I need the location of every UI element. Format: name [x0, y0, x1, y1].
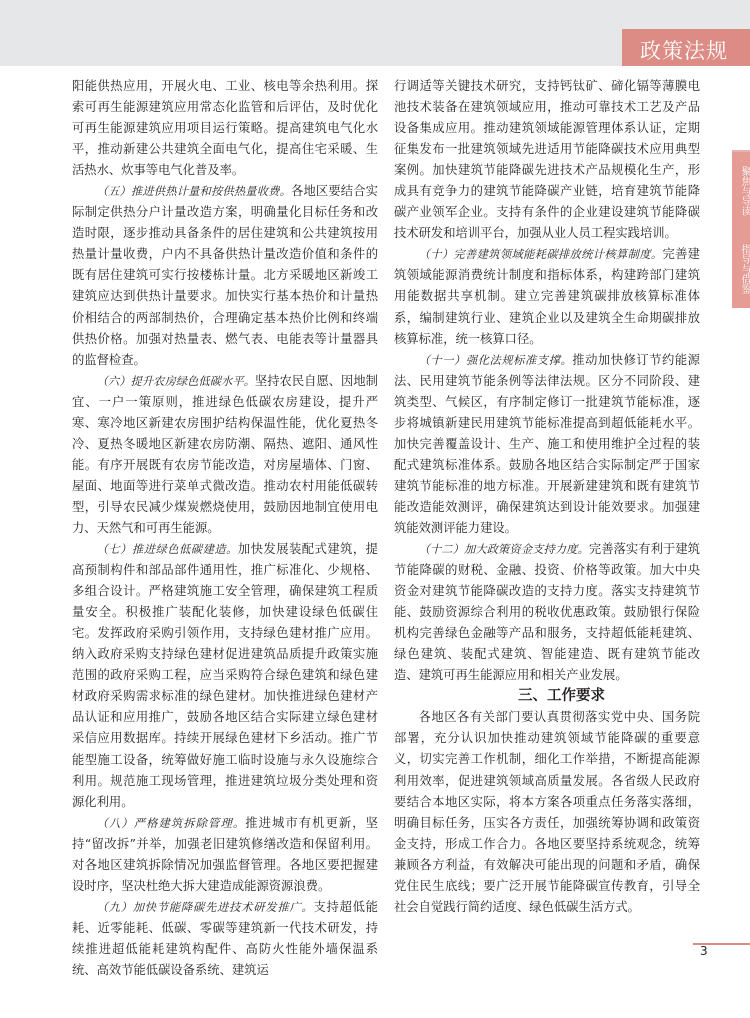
item-heading: （十一）强化法规标准支撑。 — [418, 353, 573, 367]
item-body: 坚持农民自愿、因地制宜、一户一策原则，推进绿色低碳农房建设，提升严寒、寒冷地区新建农房围护结构保温性能，优化夏热冬冷、夏热冬暖地区新建农房防潮、隔热、遮阳、通风性能。有序开展既有农房节能改造，对房屋墙体、门窗、屋面、地面等进行菜单式微改造。推动农村用能低碳转型，引导农民减少煤炭燃烧使用，鼓励因地制宜使用电力、天然气和可再生能源。 — [72, 373, 378, 535]
item-body: 完善建筑领域能源消费统计制度和指标体系，构建跨部门建筑用能数据共享机制。建立完善建筑碳排放核算标准体系，编制建筑行业、建筑企业以及建筑全生命期碳排放核算标准，统一核算口径。 — [394, 247, 700, 346]
paragraph — [72, 813, 378, 897]
right-column — [394, 76, 700, 918]
item-heading: （八）严格建筑拆除管理。 — [96, 816, 246, 830]
side-tab-guidance: 指导与借鉴 — [732, 230, 750, 308]
item-body: 各地区要结合实际制定供热分户计量改造方案，明确量化目标任务和改造时限，逐步推动具备条件的居住建筑和公共建筑按用热量计量收费，户内不具备供热计量改造价值和条件的既有居住建筑可实行按楼栋计量。北方采暖地区新竣工建筑应达到供热计量要求。加快实行基本热价和计量热价相结合的两部制热价，合理确定基本热价比例和终端供热价格。加强对热量表、燃气表、电能表等计量器具的监督检查。 — [72, 184, 378, 367]
left-column — [72, 76, 378, 981]
item-heading: （七）推进绿色低碳建造。 — [96, 543, 238, 557]
item-body: 加快发展装配式建筑，提高预制构件和部品部件通用性，推广标准化、少规格、多组合设计。严格建筑施工安全管理，确保建筑工程质量安全。积极推广装配化装修，加快建设绿色低碳住宅。发挥政府采购引领作用，支持绿色建材推广应用。纳入政府采购支持绿色建材促进建筑品质提升政策实施范围的政府采购工程，应当采购符合绿色建筑和绿色建材政府采购需求标准的绿色建材。加快推进绿色建材产品认证和应用推广，鼓励各地区结合实际建立绿色建材采信应用数据库。持续开展绿色建材下乡活动。推广节能型施工设备，统筹做好施工临时设施与永久设施综合利用。规范施工现场管理，推进建筑垃圾分类处理和资源化利用。 — [72, 542, 378, 809]
paragraph — [394, 244, 700, 349]
item-heading: （六）提升农房绿色低碳水平。 — [96, 374, 255, 388]
paragraph — [72, 371, 378, 539]
paragraph — [394, 539, 700, 686]
item-body: 完善落实有利于建筑节能降碳的财税、金融、投资、价格等政策。加大中央资金对建筑节能降碳改造的支持力度。落实支持建筑节能、鼓励资源综合利用的税收优惠政策。鼓励银行保险机构完善绿色金融等产品和服务，支持超低能耗建筑、绿色建筑、装配式建筑、智能建造、既有建筑节能改造、建筑可再生能源应用和相关产业发展。 — [394, 542, 700, 683]
page-number: 3 — [700, 944, 708, 958]
paragraph: 阳能供热应用，开展火电、工业、核电等余热利用。探索可再生能源建筑应用常态化监管和后评估，及时优化可再生能源建筑应用项目运行策略。提高建筑电气化水平，推动新建公共建筑全面电气化，提高住宅采暖、生活热水、炊事等电气化普及率。 — [72, 79, 378, 178]
item-body: 推动加快修订节约能源法、民用建筑节能条例等法律法规。区分不同阶段、建筑类型、气候区，有序制定修订一批建筑节能标准，逐步将城镇新建民用建筑节能标准提高到超低能耗水平。加快完善覆盖设计、生产、施工和使用维护全过程的装配式建筑标准体系。鼓励各地区结合实际制定严于国家建筑节能标准的地方标准。开展新建建筑和既有建筑节能改造能效测评，确保建筑达到设计能效要求。加强建筑能效测评能力建设。 — [394, 352, 700, 535]
item-body: 支持超低能耗、近零能耗、低碳、零碳等建筑新一代技术研发，持续推进超低能耗建筑构配件、高防火性能外墙保温系统、高效节能低碳设备系统、建筑运 — [72, 899, 378, 977]
item-heading: （十）完善建筑领域能耗碳排放统计核算制度。 — [418, 248, 663, 262]
paragraph: 各地区各有关部门要认真贯彻落实党中央、国务院部署，充分认识加快推动建筑领域节能降碳的重要意义，切实完善工作机制，细化工作举措，不断提高能源利用效率，促进建筑领域高质量发展。各省级人民政府要结合本地区实际，将本方案各项重点任务落实落细，明确目标任务，压实各方责任，加强统筹协调和政策资金支持，形成工作合力。各地区要坚持系统观念，统筹兼顾各方利益，有效解决可能出现的问题和矛盾，确保党住民生底线；要广泛开展节能降碳宣传教育，引导全社会自觉践行简约适度、绿色低碳生活方式。 — [394, 710, 700, 914]
item-heading: （十二）加大政策资金支持力度。 — [418, 543, 589, 557]
item-body: 推进城市有机更新，坚持“留改拆”并举，加强老旧建筑修缮改造和保留利用。对各地区建筑拆除情况加强监督管理。各地区要把握建设时序，坚决杜绝大拆大建造成能源资源浪费。 — [72, 815, 378, 893]
side-tab-focus-guide: 聚焦与导读 — [732, 152, 750, 230]
section-title-tab — [622, 29, 750, 66]
paragraph — [72, 539, 378, 813]
paragraph — [394, 350, 700, 539]
item-heading: （九）加快节能降碳先进技术研发推广。 — [96, 900, 314, 914]
section-title: 政策法规 — [640, 39, 728, 63]
section-heading: 三、工作要求 — [518, 688, 605, 705]
paragraph — [72, 897, 378, 981]
paragraph: 行调适等关键技术研究，支持钙钛矿、碲化镉等薄膜电池技术装备在建筑领域应用，推动可靠技术工艺及产品设备集成应用。推动建筑领域能源管理体系认证，定期征集发布一批建筑领域先进适用节能降碳技术应用典型案例。加快建筑节能降碳先进技术产品规模化生产，形成具有竞争力的建筑节能降碳产业链，培育建筑节能降碳产业领军企业。支持有条件的企业建设建筑节能降碳技术研发和培训平台，加强从业人员工程实践培训。 — [394, 79, 700, 241]
item-heading: （五）推进供热计量和按供热量收费。 — [96, 185, 292, 199]
paragraph — [72, 181, 378, 370]
column-divider — [385, 76, 386, 936]
